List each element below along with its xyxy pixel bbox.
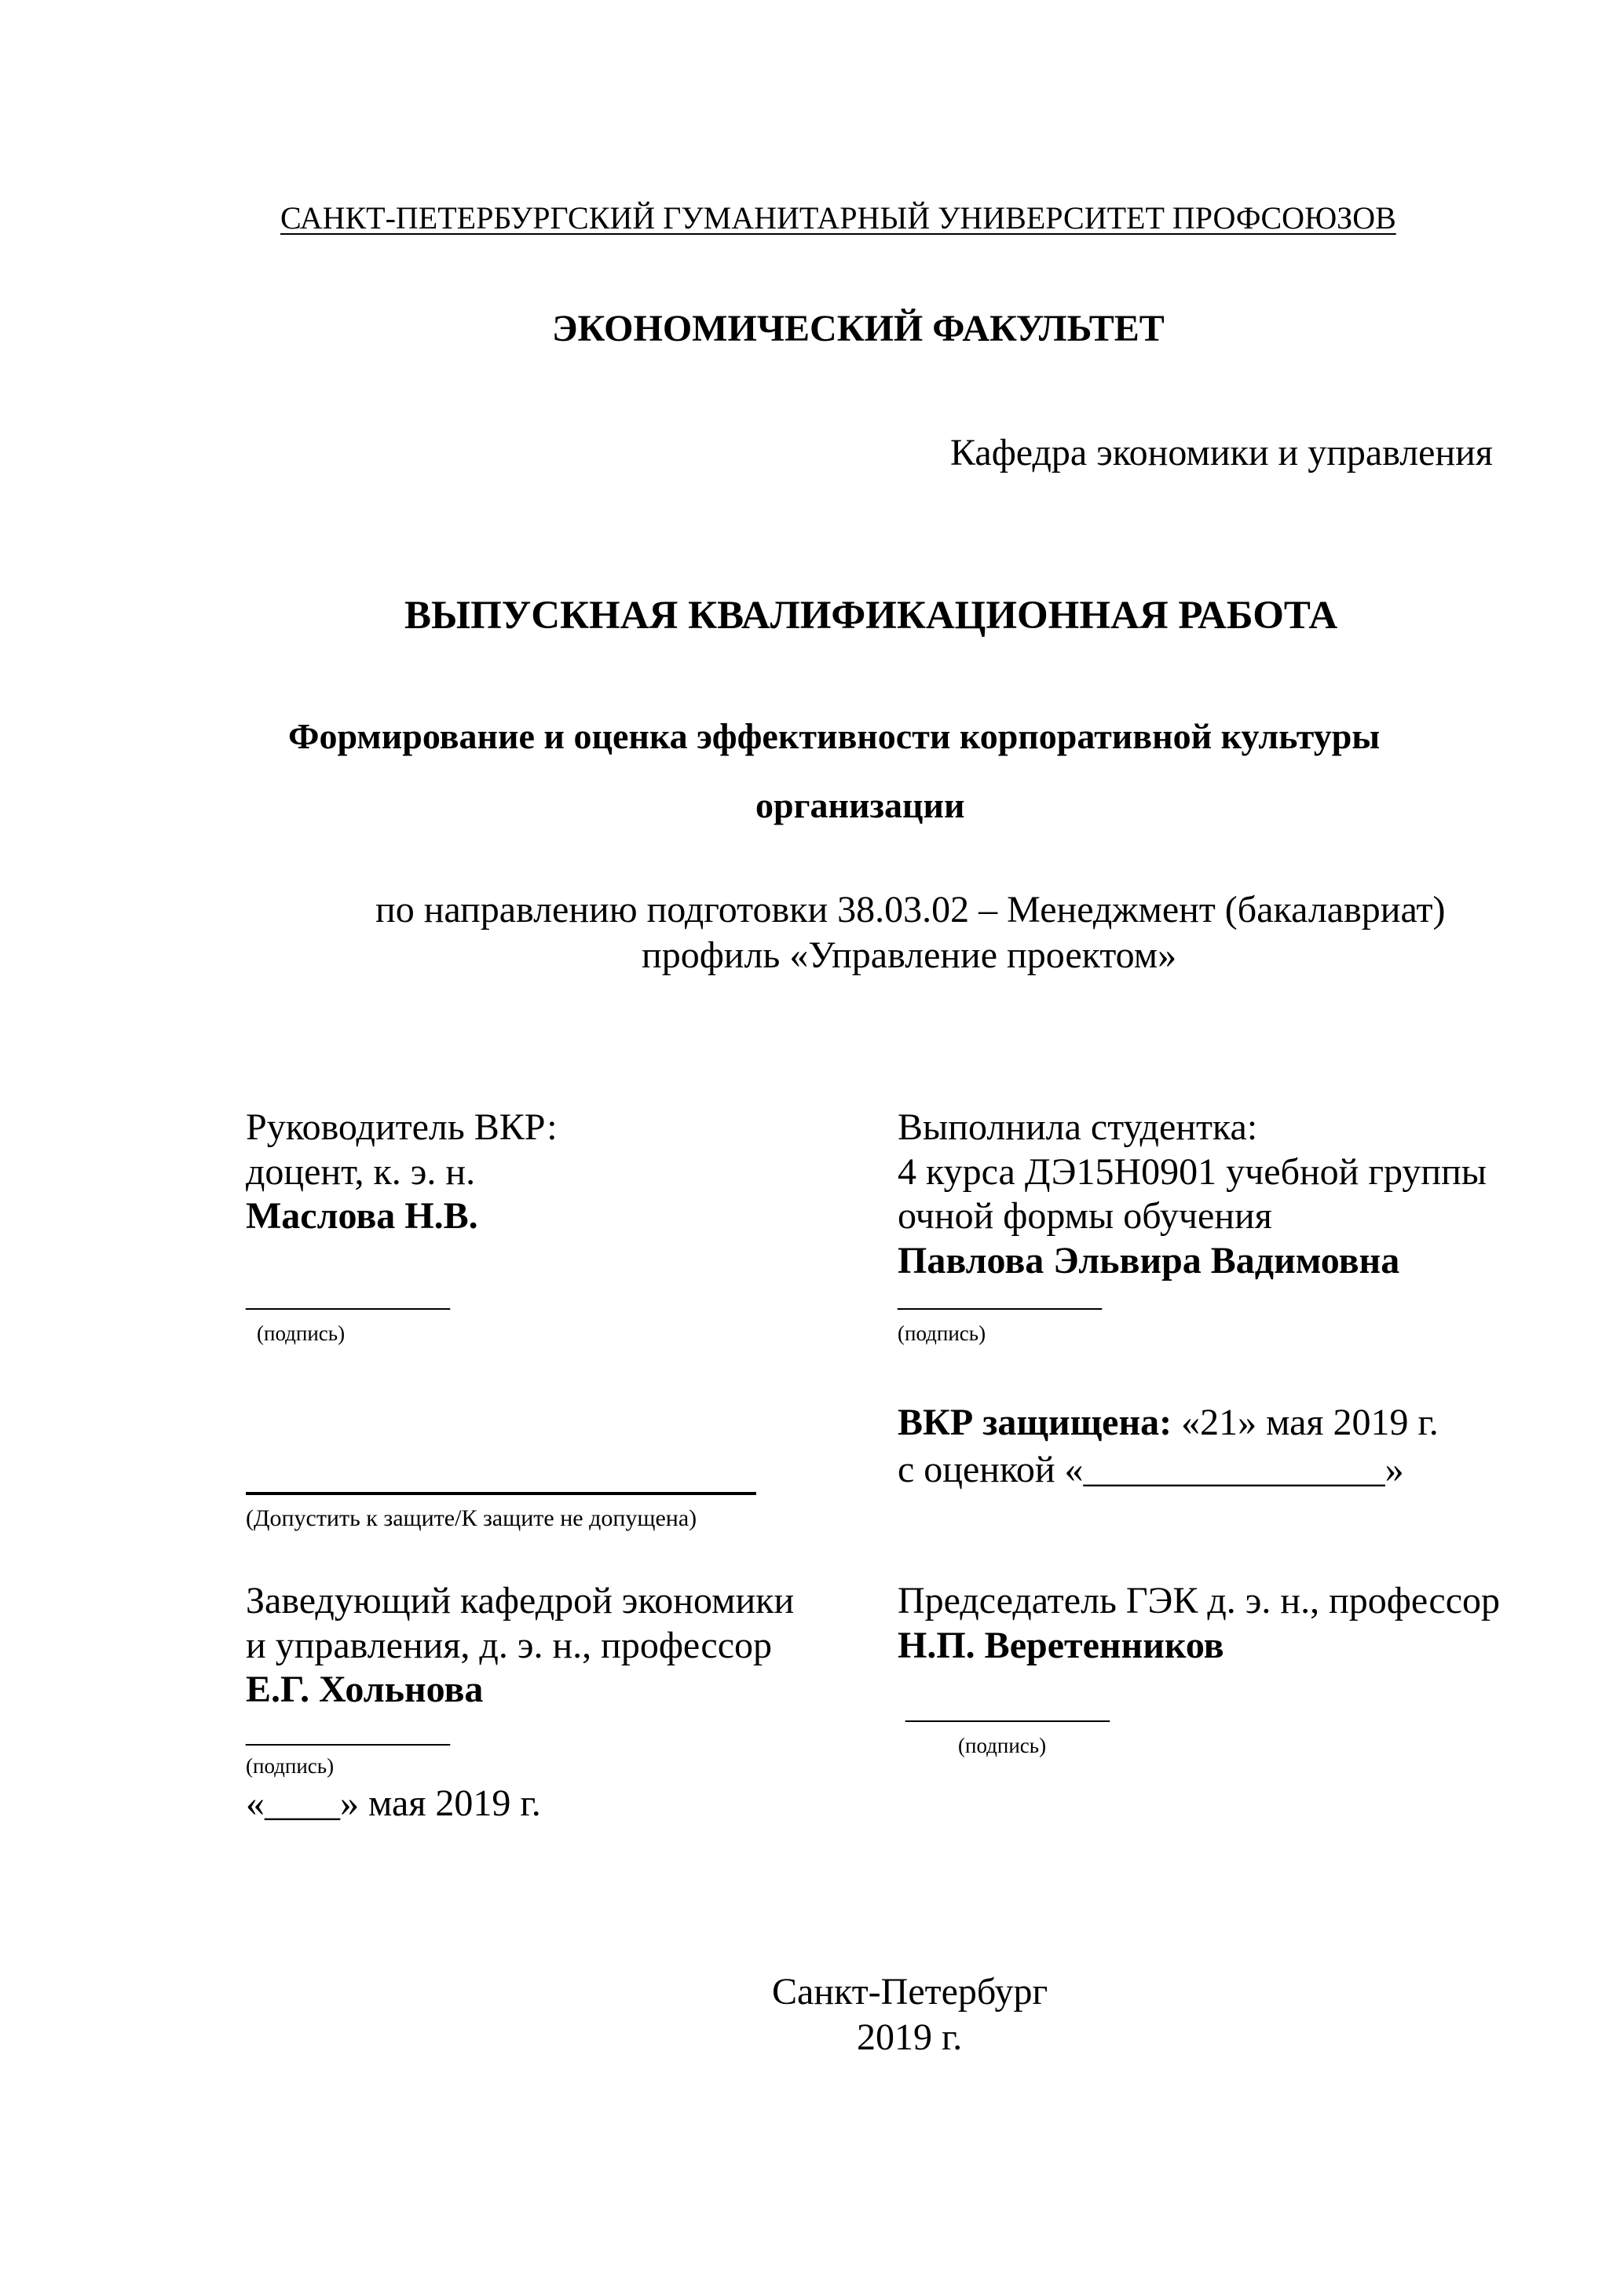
defense-line: [898, 1404, 1439, 1442]
head-date: «____» мая 2019 г.: [246, 1782, 541, 1824]
footer-city: Санкт-Петербург: [772, 1971, 1048, 2013]
admission-signature-line: [246, 1492, 756, 1495]
student-signature-line: _____________: [898, 1278, 1102, 1313]
university-name: САНКТ-ПЕТЕРБУРГСКИЙ ГУМАНИТАРНЫЙ УНИВЕРСИТЕТ ПРОФСОЮЗОВ: [280, 200, 1396, 236]
profile-line: профиль «Управление проектом»: [642, 934, 1177, 976]
supervisor-position: доцент, к. э. н.: [246, 1151, 476, 1193]
head-signature-line: _____________: [246, 1713, 450, 1749]
chair-name: Н.П. Веретенников: [898, 1625, 1224, 1666]
head-signature-caption: (подпись): [246, 1754, 335, 1778]
topic-line-2: организации: [755, 785, 965, 825]
student-study-form: очной формы обучения: [898, 1195, 1272, 1237]
head-line-1: Заведующий кафедрой экономики: [246, 1580, 795, 1621]
grade-prefix: с оценкой «: [898, 1449, 1084, 1490]
supervisor-signature-line: _____________: [246, 1278, 450, 1313]
defense-date: «21» мая 2019 г.: [1172, 1402, 1439, 1443]
defense-label: ВКР защищена:: [898, 1402, 1172, 1443]
department-name: Кафедра экономики и управления: [950, 432, 1493, 473]
grade-suffix: »: [1384, 1449, 1404, 1490]
admission-caption: (Допустить к защите/К защите не допущена): [246, 1505, 697, 1531]
direction-line: по направлению подготовки 38.03.02 – Менеджмент (бакалавриат): [375, 889, 1446, 930]
student-signature-caption: (подпись): [898, 1322, 986, 1345]
chair-signature-line: _____________: [905, 1690, 1110, 1725]
faculty-name: ЭКОНОМИЧЕСКИЙ ФАКУЛЬТЕТ: [552, 308, 1165, 349]
work-type-title: ВЫПУСКНАЯ КВАЛИФИКАЦИОННАЯ РАБОТА: [404, 594, 1338, 638]
supervisor-name: Маслова Н.В.: [246, 1195, 478, 1237]
student-course-group: 4 курса ДЭ15Н0901 учебной группы: [898, 1151, 1487, 1193]
grade-blank: ________________: [1083, 1449, 1385, 1490]
student-label: Выполнила студентка:: [898, 1106, 1258, 1148]
grade-line: [898, 1451, 1404, 1489]
supervisor-signature-caption: (подпись): [257, 1322, 346, 1345]
head-line-2: и управления, д. э. н., профессор: [246, 1625, 773, 1666]
head-name: Е.Г. Хольнова: [246, 1669, 484, 1710]
chair-signature-caption: (подпись): [958, 1734, 1047, 1757]
supervisor-label: Руководитель ВКР:: [246, 1106, 558, 1148]
chair-line-1: Председатель ГЭК д. э. н., профессор: [898, 1580, 1500, 1621]
footer-year: 2019 г.: [857, 2016, 963, 2058]
student-name: Павлова Эльвира Вадимовна: [898, 1240, 1400, 1281]
topic-line-1: Формирование и оценка эффективности корпоративной культуры: [288, 716, 1381, 756]
